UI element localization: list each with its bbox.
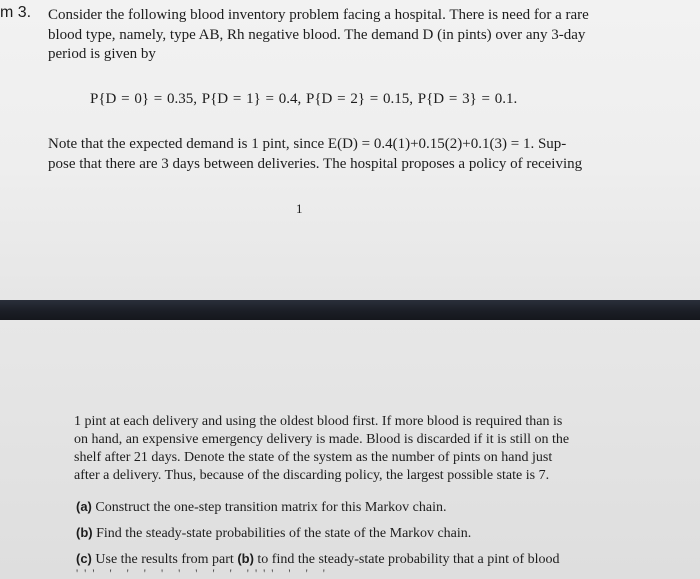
continuation-line-4: after a delivery. Thus, because of the discarding policy, the largest possible state is 7. [74,468,550,483]
problem-number: m 3. [0,4,32,21]
part-a-text: Construct the one-step transition matrix for this Markov chain. [95,500,447,515]
problem-line-3: period is given by [48,46,156,62]
problem-line-2: blood type, namely, type AB, Rh negative blood. The demand D (in pints) over any 3-day [48,27,586,43]
continuation-line-3: shelf after 21 days. Denote the state of the system as the number of pints on hand just [74,450,553,465]
part-b-label: (b) [76,525,93,540]
probability-equation: P{D = 0} = 0.35, P{D = 1} = 0.4, P{D = 2} = 0.15, P{D = 3} = 0.1. [90,91,518,107]
part-c-label: (c) [76,551,92,566]
part-c-text-after: to find the steady-state probability that a pint of blood [257,552,560,567]
part-a [76,498,446,516]
page-bottom [0,320,700,579]
continuation-line-1: 1 pint at each delivery and using the oldest blood first. If more blood is required than is [74,414,563,429]
note-line-2: pose that there are 3 days between deliveries. The hospital proposes a policy of receiving [48,156,583,172]
part-a-label: (a) [76,499,92,514]
part-b-text: Find the steady-state probabilities of the state of the Markov chain. [96,526,472,541]
continuation-line-2: on hand, an expensive emergency delivery is made. Blood is discarded if it is still on the [74,432,570,447]
page-number: 1 [296,201,303,216]
part-b [76,524,471,542]
note-line-1: Note that the expected demand is 1 pint, since E(D) = 0.4(1)+0.15(2)+0.1(3) = 1. Sup- [48,136,567,152]
part-c-text-before: Use the results from part [95,552,234,567]
problem-line-1: Consider the following blood inventory problem facing a hospital. There is need for a rare [48,7,589,23]
cut-off-text-fragment: ''' ' ' ' ' ' ' ' ' '''' ' ' ' [76,569,331,577]
page-divider [0,300,700,320]
part-c-ref: (b) [237,551,254,566]
part-c [76,550,560,568]
